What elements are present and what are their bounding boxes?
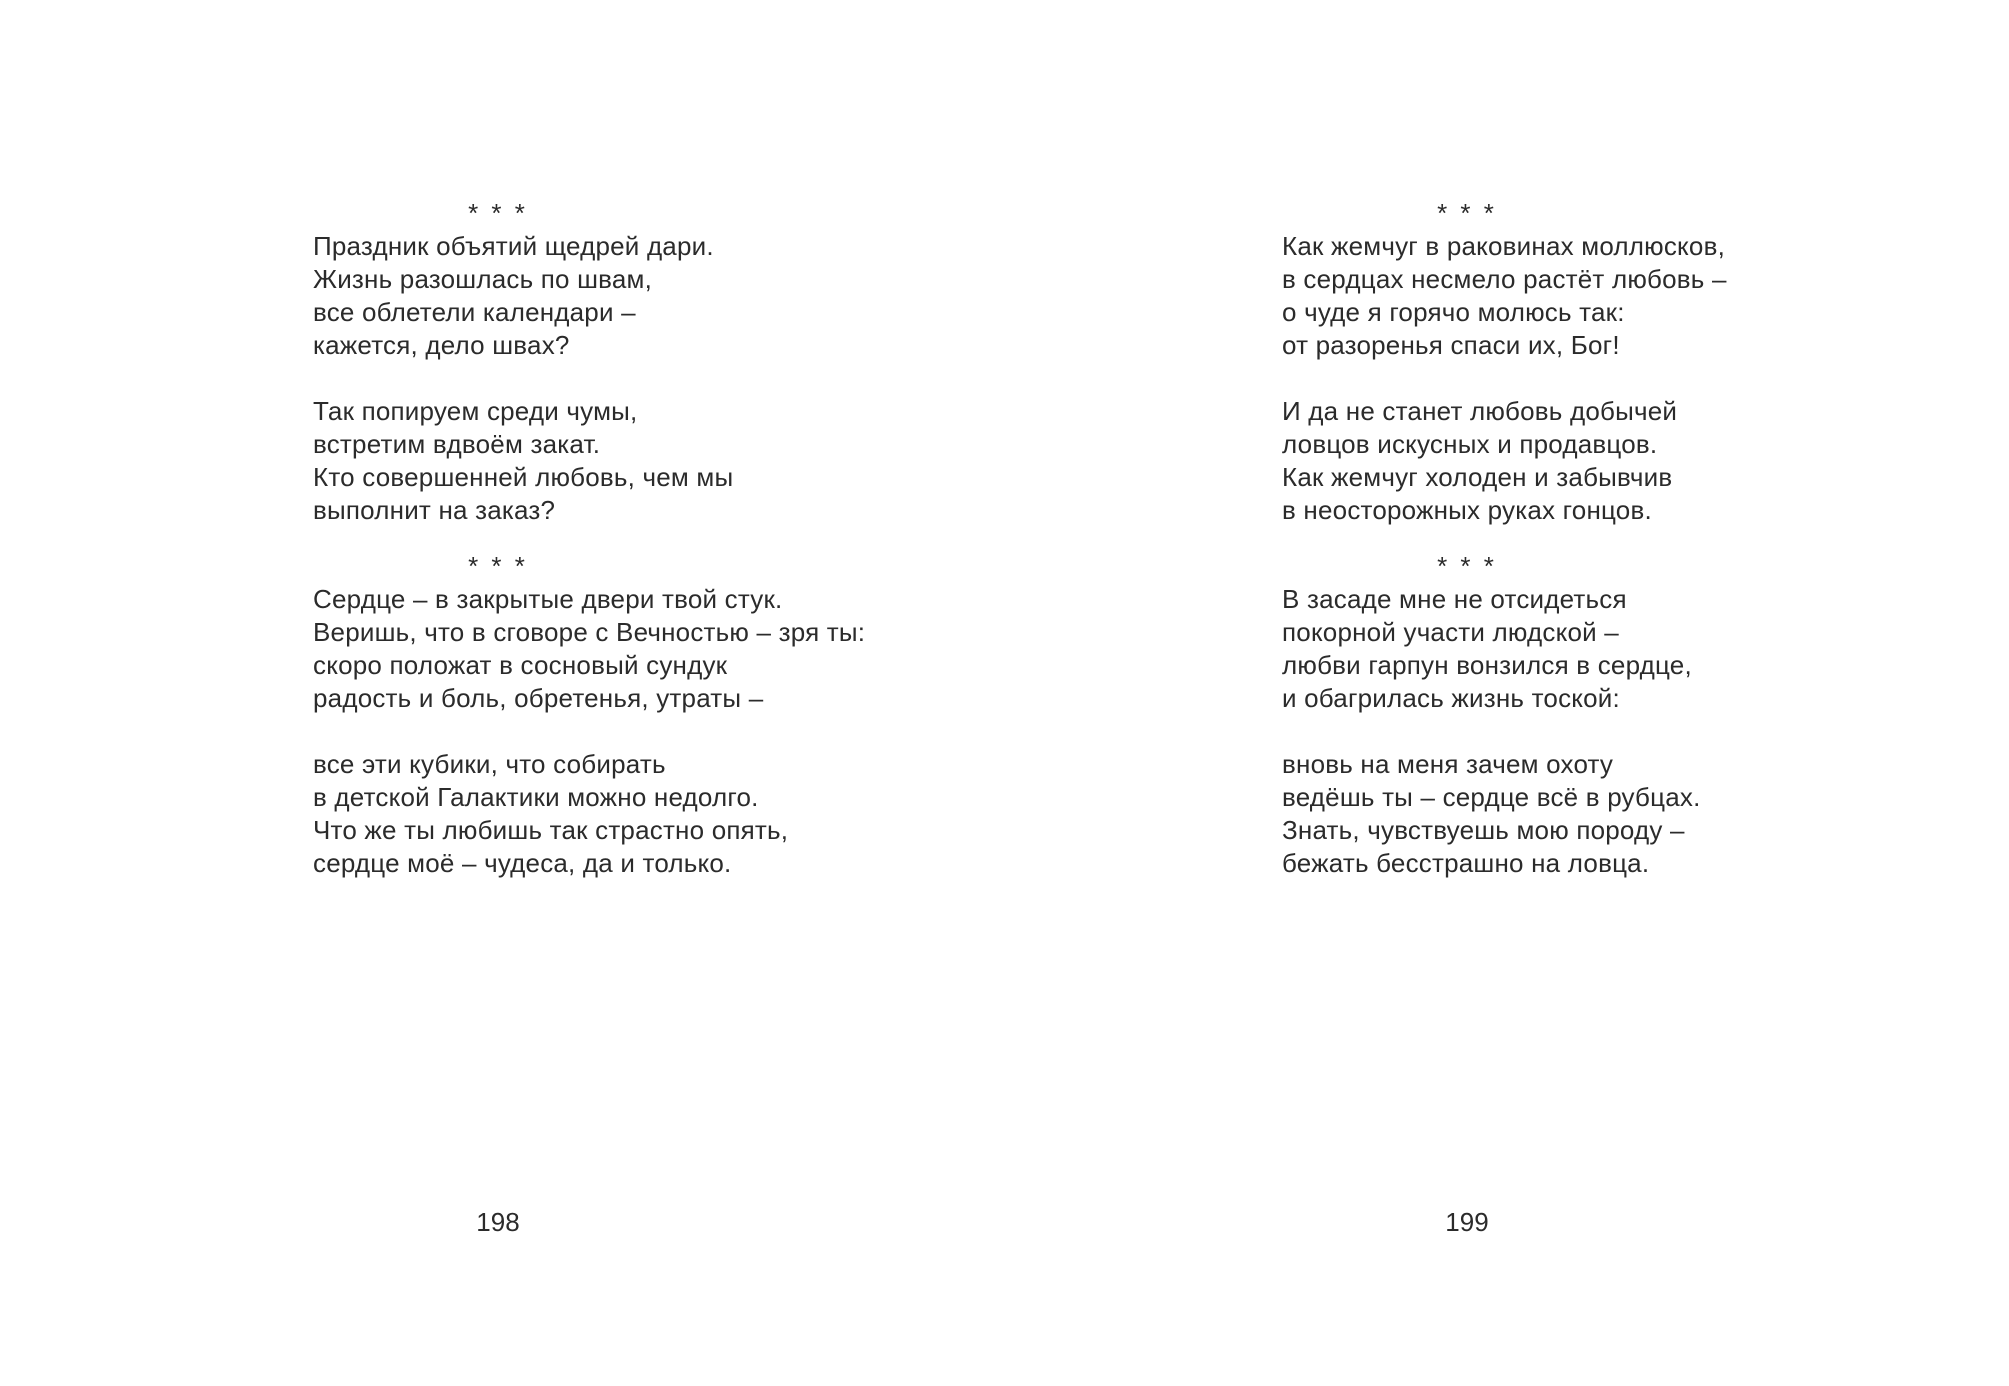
poem-separator: * * *	[1437, 198, 1497, 228]
poem-line: Праздник объятий щедрей дари.	[313, 231, 714, 261]
poem-line: Сердце – в закрытые двери твой стук.	[313, 584, 783, 614]
page-number-right: 199	[1445, 1207, 1489, 1237]
poem-line: ловцов искусных и продавцов.	[1282, 429, 1658, 459]
poem-line: любви гарпун вонзился в сердце,	[1282, 650, 1692, 680]
stanza	[1282, 230, 1942, 362]
poem-line: Кто совершенней любовь, чем мы	[313, 462, 734, 492]
poem-line: ведёшь ты – сердце всё в рубцах.	[1282, 782, 1701, 812]
poem-line: сердце моё – чудеса, да и только.	[313, 848, 732, 878]
stanza	[313, 395, 973, 527]
poem-line: бежать бесстрашно на ловца.	[1282, 848, 1650, 878]
poem	[1282, 550, 1942, 880]
poem-line: Так попируем среди чумы,	[313, 396, 638, 426]
stanza	[313, 748, 973, 880]
stanza	[313, 230, 973, 362]
poem-line: Жизнь разошлась по швам,	[313, 264, 653, 294]
stanza	[1282, 583, 1942, 715]
poem-line: в детской Галактики можно недолго.	[313, 782, 759, 812]
poem-line: все эти кубики, что собирать	[313, 749, 666, 779]
poem-line: Как жемчуг холоден и забывчив	[1282, 462, 1673, 492]
left-page	[313, 0, 973, 1386]
stanza	[1282, 748, 1942, 880]
poem-line: покорной участи людской –	[1282, 617, 1619, 647]
poem	[1282, 197, 1942, 527]
stanza	[313, 583, 973, 715]
poem-line: в неосторожных руках гонцов.	[1282, 495, 1652, 525]
poem-line: скоро положат в сосновый сундук	[313, 650, 728, 680]
poem-line: Знать, чувствуешь мою породу –	[1282, 815, 1685, 845]
poem-separator: * * *	[468, 551, 528, 581]
poem-line: радость и боль, обретенья, утраты –	[313, 683, 764, 713]
poem-line: Что же ты любишь так страстно опять,	[313, 815, 789, 845]
right-page	[1282, 0, 1942, 1386]
poem-line: кажется, дело швах?	[313, 330, 570, 360]
poem-line: о чуде я горячо молюсь так:	[1282, 297, 1625, 327]
poem-line: И да не станет любовь добычей	[1282, 396, 1678, 426]
poem-line: В засаде мне не отсидеться	[1282, 584, 1627, 614]
stanza	[1282, 395, 1942, 527]
poem-line: в сердцах несмело растёт любовь –	[1282, 264, 1727, 294]
right-page-content	[1282, 197, 1942, 880]
left-page-content	[313, 197, 973, 880]
poem-separator: * * *	[1437, 551, 1497, 581]
poem-line: выполнит на заказ?	[313, 495, 556, 525]
page-number-left: 198	[476, 1207, 520, 1237]
poem-line: вновь на меня зачем охоту	[1282, 749, 1614, 779]
poem-line: встретим вдвоём закат.	[313, 429, 601, 459]
poem	[313, 197, 973, 527]
poem-line: и обагрилась жизнь тоской:	[1282, 683, 1620, 713]
poem	[313, 550, 973, 880]
poem-line: все облетели календари –	[313, 297, 636, 327]
poem-line: от разоренья спаси их, Бог!	[1282, 330, 1620, 360]
poem-line: Веришь, что в сговоре с Вечностью – зря ты:	[313, 617, 866, 647]
poem-line: Как жемчуг в раковинах моллюсков,	[1282, 231, 1726, 261]
poem-separator: * * *	[468, 198, 528, 228]
